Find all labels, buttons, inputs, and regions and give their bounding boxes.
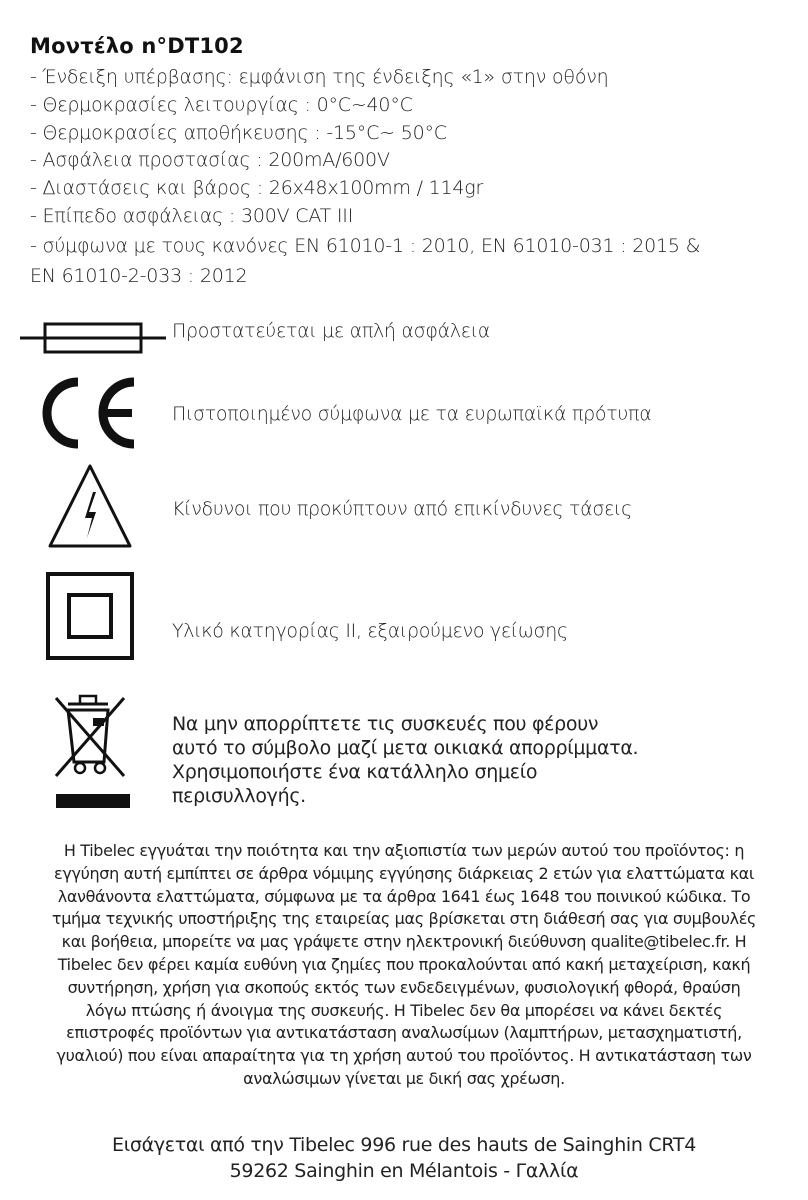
model-title: Μοντέλο n°DT102 [30, 34, 244, 58]
ce-mark-icon [28, 372, 140, 454]
spec-safety-level: - Επίπεδο ασφάλειας : 300V CAT III [30, 205, 354, 227]
importer-footer [0, 1132, 808, 1184]
high-voltage-warning-icon [46, 462, 134, 550]
warranty-paragraph [14, 840, 794, 1091]
warranty-line: Η Tibelec εγγυάται την ποιότητα και την αξιοπιστία των μερών αυτού του προϊόντος: η [63, 841, 745, 860]
spec-storage-temp: - Θερμοκρασίες αποθήκευσης : -15°C~ 50°C [30, 122, 447, 144]
double-insulation-icon [46, 572, 134, 660]
voltage-label: Κίνδυνοι που προκύπτουν από επικίνδυνες τάσεις [172, 498, 632, 520]
weee-label-line: αυτό το σύμβολο μαζί μετα οικιακά απορρίμματα. [172, 737, 639, 759]
warranty-line: τμήμα τεχνικής υποστήριξης της εταιρείας μας βρίσκεται στη διάθεσή σας για συμβουλές [51, 909, 757, 929]
warranty-line: λανθάνοντα ελαττώματα, σύμφωνα με τα άρθρα 1641 έως 1648 του ποινικού κώδικα. Το [57, 886, 751, 906]
warranty-line: αναλώσιμων γίνεται με δική σας χρέωση. [243, 1068, 565, 1088]
warranty-line: συντήρηση, χρήση για σκοπούς εκτός των ενδεδειγμένων, φυσιολογική φθορά, θραύση [67, 977, 741, 997]
fuse-label: Προστατεύεται με απλή ασφάλεια [172, 320, 491, 342]
crossed-out-bin-icon [50, 690, 132, 812]
spec-standards: - σύμφωνα με τους κανόνες EN 61010-1 : 2010, EN 61010-031 : 2015 & [30, 235, 701, 257]
warranty-line: Tibelec δεν φέρει καμία ευθύνη για ζημίες που προκαλούνται από κακή μεταχείριση, κακή [57, 954, 751, 974]
warranty-line: εγγύηση αυτή εμπίπτει σε άρθρα νόμιμης εγγύησης διάρκειας 2 ετών για ελαττώματα και [54, 863, 754, 883]
spec-overrange: - Ένδειξη υπέρβασης: εμφάνιση της ένδειξης «1» στην οθόνη [30, 66, 609, 88]
weee-label-line: Να μην απορρίπτετε τις συσκευές που φέρουν [172, 713, 599, 735]
class2-label: Υλικό κατηγορίας II, εξαιρούμενο γείωσης [172, 620, 568, 642]
warranty-line: γυαλιού) που είναι απαραίτητα για τη χρήση αυτού του προϊόντος. Η αντικατάσταση των [56, 1046, 752, 1066]
warranty-line: επιστροφές προϊόντων για αντικατάσταση αναλωσίμων (λαμπτήρων, μετασχηματιστή, [66, 1023, 742, 1043]
spec-dimensions: - Διαστάσεις και βάρος : 26x48x100mm / 114gr [30, 177, 484, 199]
fuse-icon [20, 318, 166, 358]
ce-label: Πιστοποιημένο σύμφωνα με τα ευρωπαϊκά πρότυπα [172, 403, 652, 425]
weee-label-line: Χρησιμοποιήστε ένα κατάλληλο σημείο [172, 761, 538, 783]
spec-fuse: - Ασφάλεια προστασίας : 200mA/600V [30, 149, 390, 171]
spec-standards-cont: EN 61010-2-033 : 2012 [30, 265, 248, 287]
warranty-line: και βοήθεια, μπορείτε να μας γράψετε στην ηλεκτρονική διεύθυνση qualite@tibelec.fr. Η [61, 932, 747, 952]
weee-label [172, 712, 732, 808]
importer-line: 59262 Sainghin en Mélantois - Γαλλία [229, 1160, 579, 1182]
spec-operating-temp: - Θερμοκρασίες λειτουργίας : 0°C~40°C [30, 94, 413, 116]
warranty-line: λόγω πτώσης ή άνοιγμα της συσκευής. Η Tibelec δεν θα μπορέσει να κάνει δεκτές [85, 1000, 723, 1020]
weee-label-line: περισυλλογής. [172, 785, 306, 807]
importer-line: Εισάγεται από την Tibelec 996 rue des hauts de Sainghin CRT4 [112, 1134, 696, 1156]
